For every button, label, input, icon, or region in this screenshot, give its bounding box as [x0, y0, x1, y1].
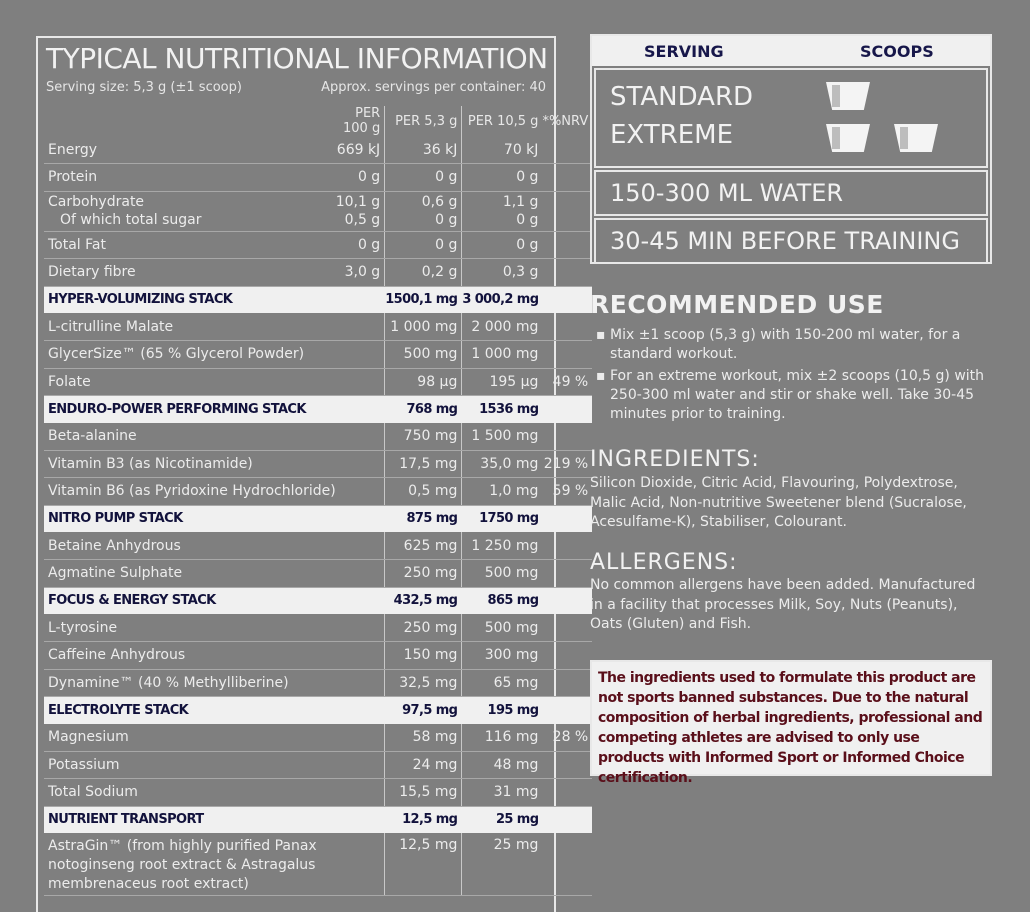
stack-row — [44, 697, 592, 724]
value-per-100g — [336, 396, 385, 423]
table-row — [44, 164, 592, 192]
value-nrv: 28 % — [542, 724, 592, 752]
value-nrv — [542, 341, 592, 369]
nutrient-name: Vitamin B6 (as Pyridoxine Hydrochloride) — [44, 478, 336, 506]
nutrient-name: FOCUS & ENERGY STACK — [44, 587, 336, 614]
nutrient-name: Betaine Anhydrous — [44, 532, 336, 560]
table-row — [44, 833, 592, 895]
value-per-100g — [336, 833, 385, 895]
servings-per-container: Approx. servings per container: 40 — [321, 80, 546, 95]
value-per-10-5g: 116 mg — [462, 724, 543, 752]
value-per-5-3g: 24 mg — [385, 751, 462, 779]
table-row — [44, 231, 592, 259]
value-per-10-5g: 31 mg — [462, 779, 543, 807]
nutrient-name: Agmatine Sulphate — [44, 560, 336, 588]
table-row — [44, 259, 592, 287]
value-per-5-3g: 250 mg — [385, 614, 462, 642]
value-per-100g — [336, 614, 385, 642]
value-per-5-3g: 0 g — [385, 231, 462, 259]
water-row — [594, 170, 988, 216]
value-nrv — [542, 231, 592, 259]
standard-label: STANDARD — [610, 82, 754, 112]
value-nrv: 49 % — [542, 368, 592, 396]
timing-row — [594, 218, 988, 264]
value-per-100g — [336, 341, 385, 369]
value-per-10-5g: 195 mg — [462, 697, 543, 724]
value-nrv — [542, 614, 592, 642]
nutrient-name: Magnesium — [44, 724, 336, 752]
value-per-5-3g: 0,2 g — [385, 259, 462, 287]
serving-size: Serving size: 5,3 g (±1 scoop) — [46, 80, 242, 95]
value-per-5-3g: 750 mg — [385, 423, 462, 451]
value-per-5-3g-line1: 0,6 g — [421, 194, 458, 210]
timing-label: 30-45 MIN BEFORE TRAINING — [610, 227, 960, 255]
value-per-5-3g: 97,5 mg — [385, 697, 462, 724]
nutrient-name: ENDURO-POWER PERFORMING STACK — [44, 396, 336, 423]
table-row — [44, 560, 592, 588]
nutrient-name: Total Fat — [44, 231, 336, 259]
value-per-5-3g: 1500,1 mg — [385, 286, 462, 313]
value-per-5-3g: 1 000 mg — [385, 313, 462, 341]
nutrient-name: GlycerSize™ (65 % Glycerol Powder) — [44, 341, 336, 369]
table-row — [44, 423, 592, 451]
recommended-use-title: RECOMMENDED USE — [590, 290, 884, 319]
value-per-5-3g: 36 kJ — [385, 136, 462, 164]
nutrient-name: Protein — [44, 164, 336, 192]
value-nrv — [542, 833, 592, 895]
value-per-100g: 0 g — [336, 231, 385, 259]
value-per-10-5g: 2 000 mg — [462, 313, 543, 341]
recommended-use-list — [596, 326, 996, 427]
nutrient-name: NITRO PUMP STACK — [44, 505, 336, 532]
table-row — [44, 478, 592, 506]
value-per-5-3g: 32,5 mg — [385, 669, 462, 697]
value-per-10-5g: 300 mg — [462, 642, 543, 670]
table-row — [44, 642, 592, 670]
table-row — [44, 614, 592, 642]
scoop-icon — [826, 82, 870, 110]
value-nrv — [542, 136, 592, 164]
value-per-10-5g: 1750 mg — [462, 505, 543, 532]
table-row — [44, 751, 592, 779]
list-item: ▪ For an extreme workout, mix ±2 scoops (10,5 g) with 250-300 ml water and stir or shake well. Take 30-45 minutes prior to training. — [596, 367, 996, 424]
value-per-10-5g: 1 500 mg — [462, 423, 543, 451]
value-per-100g — [336, 532, 385, 560]
table-row — [44, 724, 592, 752]
value-per-100g — [336, 450, 385, 478]
scoop-icon — [826, 124, 870, 152]
value-per-5-3g-line2: 0 g — [435, 212, 458, 228]
value-per-10-5g — [462, 191, 543, 231]
nutrient-name: Potassium — [44, 751, 336, 779]
value-per-100g — [336, 724, 385, 752]
scoop-icon — [894, 124, 938, 152]
value-per-100g — [336, 313, 385, 341]
ingredients-text: Silicon Dioxide, Citric Acid, Flavouring, Polydextrose, Malic Acid, Non-nutritive Sweetener blend (Sucralose, Acesulfame-K), Stabiliser, Colourant. — [590, 475, 967, 530]
value-per-10-5g: 1 000 mg — [462, 341, 543, 369]
stack-row — [44, 286, 592, 313]
value-per-100g: 0 g — [336, 164, 385, 192]
value-per-100g — [336, 779, 385, 807]
value-per-100g — [336, 751, 385, 779]
value-nrv — [542, 779, 592, 807]
value-per-100g — [336, 478, 385, 506]
value-nrv — [542, 532, 592, 560]
value-per-100g — [336, 505, 385, 532]
table-row — [44, 368, 592, 396]
value-nrv: 59 % — [542, 478, 592, 506]
value-per-5-3g: 0,5 mg — [385, 478, 462, 506]
value-per-100g — [336, 697, 385, 724]
value-per-10-5g: 0 g — [462, 164, 543, 192]
value-per-10-5g: 65 mg — [462, 669, 543, 697]
nutrition-table-body — [44, 136, 592, 895]
value-per-5-3g: 250 mg — [385, 560, 462, 588]
value-nrv — [542, 423, 592, 451]
header-nrv: *%NRV — [542, 113, 589, 129]
value-nrv — [542, 164, 592, 192]
value-per-5-3g: 58 mg — [385, 724, 462, 752]
warning-text: The ingredients used to formulate this product are not sports banned substances. Due to the natural composition of herbal ingredients, professional and competing athletes are advised to only use products with Informed Sport or Informed Choice certification. — [598, 670, 983, 786]
nutrient-name: Total Sodium — [44, 779, 336, 807]
list-item: ▪ Mix ±1 scoop (5,3 g) with 150-200 ml water, for a standard workout. — [596, 326, 996, 364]
table-row — [44, 669, 592, 697]
value-nrv — [542, 751, 592, 779]
value-per-100g — [336, 669, 385, 697]
table-row — [44, 341, 592, 369]
header-name — [44, 106, 336, 136]
stack-row — [44, 806, 592, 833]
water-label: 150-300 ML WATER — [610, 179, 844, 207]
scoops-header-label: SCOOPS — [860, 42, 934, 61]
nutrient-name: Caffeine Anhydrous — [44, 642, 336, 670]
value-per-100g: 3,0 g — [336, 259, 385, 287]
value-nrv — [542, 560, 592, 588]
value-nrv: 219 % — [542, 450, 592, 478]
nutrition-title: TYPICAL NUTRITIONAL INFORMATION — [46, 42, 548, 75]
warning-box — [590, 660, 992, 786]
nutrient-name: L-tyrosine — [44, 614, 336, 642]
nutrient-name: Energy — [44, 136, 336, 164]
nutrient-name-line2: Of which total sugar — [60, 212, 202, 228]
value-per-100g — [336, 587, 385, 614]
nutrient-name: HYPER-VOLUMIZING STACK — [44, 286, 336, 313]
value-per-5-3g: 875 mg — [385, 505, 462, 532]
nutrition-panel — [36, 36, 589, 912]
value-per-5-3g — [385, 191, 462, 231]
table-row — [44, 191, 592, 231]
value-per-100g — [336, 423, 385, 451]
nutrient-name: NUTRIENT TRANSPORT — [44, 806, 336, 833]
value-per-5-3g: 17,5 mg — [385, 450, 462, 478]
serving-header-label: SERVING — [644, 42, 724, 61]
stack-row — [44, 396, 592, 423]
value-nrv — [542, 286, 592, 313]
value-nrv — [542, 587, 592, 614]
value-per-10-5g: 3 000,2 mg — [462, 286, 543, 313]
value-per-100g-line2: 0,5 g — [344, 212, 381, 228]
value-nrv — [542, 505, 592, 532]
nutrient-name — [44, 191, 336, 231]
header-per-10-5g: PER 10,5 g — [462, 106, 543, 136]
serving-header — [592, 36, 990, 66]
value-per-10-5g: 195 µg — [462, 368, 543, 396]
value-per-100g — [336, 642, 385, 670]
stack-row — [44, 505, 592, 532]
value-nrv — [542, 259, 592, 287]
serving-types-row — [594, 68, 988, 168]
value-per-100g — [336, 560, 385, 588]
value-per-10-5g: 1536 mg — [462, 396, 543, 423]
value-per-5-3g: 15,5 mg — [385, 779, 462, 807]
serving-box — [590, 34, 992, 264]
value-per-10-5g: 0,3 g — [462, 259, 543, 287]
value-per-10-5g-line2: 0 g — [516, 212, 539, 228]
allergens-title: ALLERGENS: — [590, 550, 738, 575]
value-per-5-3g: 98 µg — [385, 368, 462, 396]
value-nrv — [542, 313, 592, 341]
allergens-text: No common allergens have been added. Manufactured in a facility that processes Milk, Soy, Nuts (Peanuts), Oats (Gluten) and Fish. — [590, 577, 976, 632]
value-per-5-3g: 150 mg — [385, 642, 462, 670]
nutrient-name: Beta-alanine — [44, 423, 336, 451]
value-nrv — [542, 697, 592, 724]
value-per-5-3g: 768 mg — [385, 396, 462, 423]
value-per-5-3g: 0 g — [385, 164, 462, 192]
value-per-10-5g: 0 g — [462, 231, 543, 259]
value-per-10-5g: 35,0 mg — [462, 450, 543, 478]
nutrient-name: Folate — [44, 368, 336, 396]
value-per-5-3g: 625 mg — [385, 532, 462, 560]
value-nrv — [542, 669, 592, 697]
nutrition-table — [44, 106, 592, 896]
value-nrv — [542, 642, 592, 670]
value-per-5-3g: 432,5 mg — [385, 587, 462, 614]
nutrient-name: ELECTROLYTE STACK — [44, 697, 336, 724]
value-per-10-5g: 865 mg — [462, 587, 543, 614]
value-per-100g — [336, 806, 385, 833]
value-per-10-5g: 48 mg — [462, 751, 543, 779]
value-per-10-5g: 1,0 mg — [462, 478, 543, 506]
value-per-100g — [336, 286, 385, 313]
value-per-100g-line1: 10,1 g — [335, 194, 381, 210]
value-per-10-5g: 1 250 mg — [462, 532, 543, 560]
value-nrv — [542, 806, 592, 833]
nutrient-name: AstraGin™ (from highly purified Panax notoginseng root extract & Astragalus membrenaceus root extract) — [44, 833, 336, 895]
nutrient-name: Dynamine™ (40 % Methylliberine) — [44, 669, 336, 697]
value-per-5-3g: 500 mg — [385, 341, 462, 369]
table-row — [44, 136, 592, 164]
table-header-row — [44, 106, 592, 136]
ingredients-title: INGREDIENTS: — [590, 447, 760, 472]
header-per-5-3g: PER 5,3 g — [385, 106, 462, 136]
nutrient-name: Vitamin B3 (as Nicotinamide) — [44, 450, 336, 478]
value-per-10-5g: 70 kJ — [462, 136, 543, 164]
value-per-100g — [336, 191, 385, 231]
value-per-10-5g: 25 mg — [462, 806, 543, 833]
stack-row — [44, 587, 592, 614]
nutrient-name: Dietary fibre — [44, 259, 336, 287]
value-per-5-3g: 12,5 mg — [385, 806, 462, 833]
nutrient-name: L-citrulline Malate — [44, 313, 336, 341]
table-row — [44, 779, 592, 807]
value-per-10-5g: 500 mg — [462, 560, 543, 588]
header-per-100g: PER 100 g — [343, 106, 381, 136]
value-nrv — [542, 191, 592, 231]
table-row — [44, 532, 592, 560]
value-per-10-5g: 25 mg — [462, 833, 543, 895]
value-per-100g: 669 kJ — [336, 136, 385, 164]
extreme-label: EXTREME — [610, 120, 734, 150]
table-row — [44, 450, 592, 478]
value-per-10-5g-line1: 1,1 g — [502, 194, 539, 210]
value-per-10-5g: 500 mg — [462, 614, 543, 642]
value-per-100g — [336, 368, 385, 396]
value-nrv — [542, 396, 592, 423]
value-per-5-3g: 12,5 mg — [385, 833, 462, 895]
table-row — [44, 313, 592, 341]
nutrient-name-line1: Carbohydrate — [48, 194, 145, 210]
